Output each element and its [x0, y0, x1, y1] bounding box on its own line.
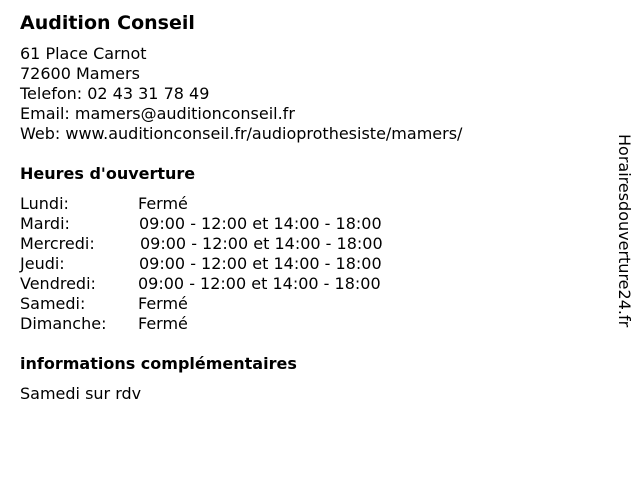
hours-value: Fermé	[138, 294, 188, 313]
additional-info-heading: informations complémentaires	[20, 354, 297, 373]
day-label: Mardi:	[20, 214, 70, 233]
hours-value: Fermé	[138, 194, 188, 213]
day-label: Lundi:	[20, 194, 69, 213]
hours-value: 09:00 - 12:00 et 14:00 - 18:00	[138, 274, 381, 293]
day-label: Dimanche:	[20, 314, 107, 333]
day-label: Mercredi:	[20, 234, 95, 253]
contact-block	[20, 44, 462, 144]
day-label: Samedi:	[20, 294, 86, 313]
city-line: 72600 Mamers	[20, 64, 140, 83]
site-watermark: Horairesdouverture24.fr	[615, 134, 634, 328]
hours-value: 09:00 - 12:00 et 14:00 - 18:00	[140, 234, 383, 253]
day-label: Vendredi:	[20, 274, 96, 293]
email-line: Email: mamers@auditionconseil.fr	[20, 104, 295, 123]
hours-value: Fermé	[138, 314, 188, 333]
street-address: 61 Place Carnot	[20, 44, 147, 63]
hours-value: 09:00 - 12:00 et 14:00 - 18:00	[139, 214, 382, 233]
day-label: Jeudi:	[20, 254, 65, 273]
web-line: Web: www.auditionconseil.fr/audioprothesiste/mamers/	[20, 124, 463, 143]
phone-line: Telefon: 02 43 31 78 49	[20, 84, 210, 103]
business-name: Audition Conseil	[20, 12, 195, 34]
opening-hours-heading: Heures d'ouverture	[20, 164, 196, 183]
additional-info-text: Samedi sur rdv	[20, 384, 142, 403]
hours-value: 09:00 - 12:00 et 14:00 - 18:00	[139, 254, 382, 273]
